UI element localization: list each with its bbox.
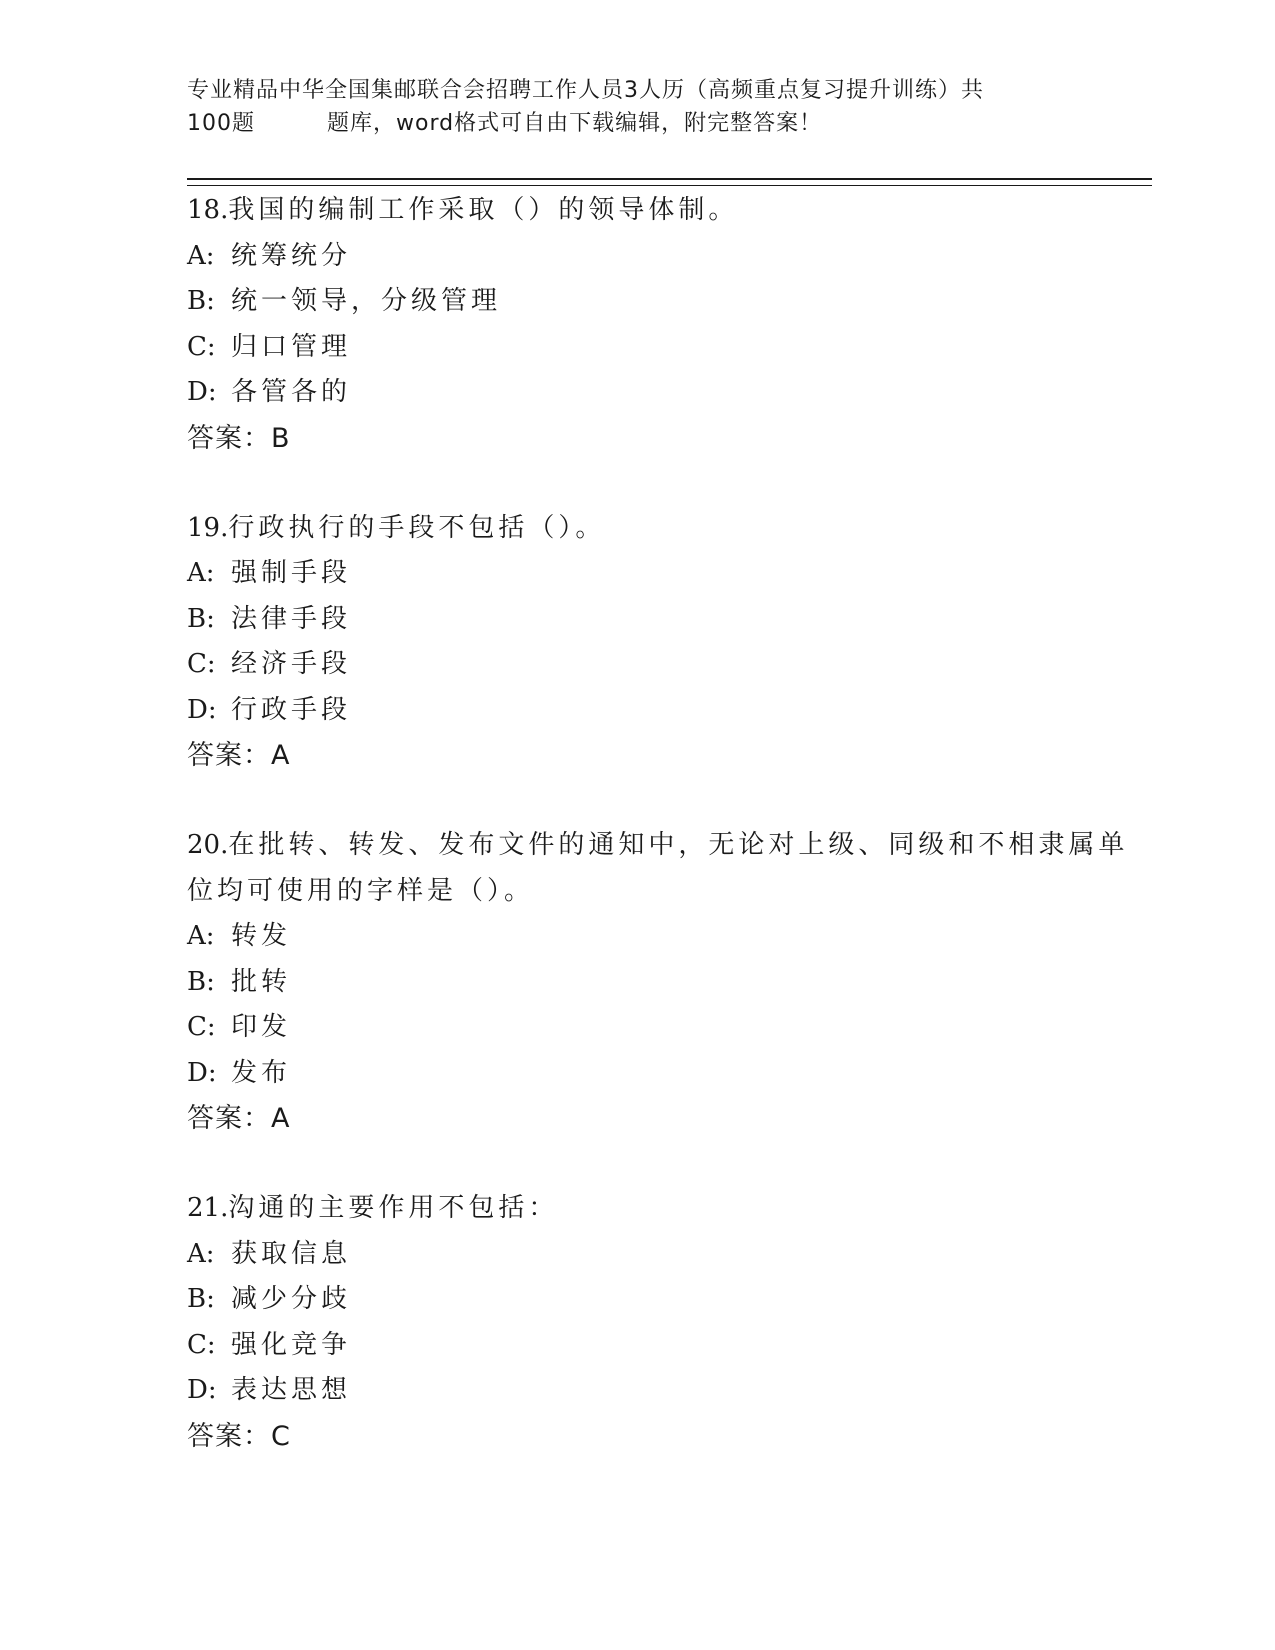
option-d <box>187 370 1147 416</box>
option-d <box>187 1368 1147 1414</box>
question-stem <box>187 823 1147 914</box>
option-letter: C: <box>187 649 216 679</box>
option-a <box>187 551 1147 597</box>
option-text: 批转 <box>231 966 292 997</box>
option-text: 归口管理 <box>231 331 352 362</box>
option-text: 印发 <box>231 1012 292 1042</box>
option-text: 经济手段 <box>231 649 352 679</box>
header-description: 题库，word格式可自由下载编辑，附完整答案！ <box>327 111 823 136</box>
question-20 <box>187 823 1147 1142</box>
option-letter: C: <box>187 1329 216 1360</box>
option-text: 减少分歧 <box>231 1284 352 1314</box>
option-letter: D: <box>187 1057 217 1088</box>
option-a <box>187 1232 1147 1278</box>
answer: 答案：B <box>187 422 291 454</box>
option-text: 强制手段 <box>231 558 352 588</box>
option-letter: A: <box>187 921 215 951</box>
option-c <box>187 1323 1147 1369</box>
option-c <box>187 325 1147 371</box>
question-18 <box>187 188 1147 462</box>
option-b <box>187 960 1147 1006</box>
option-text: 获取信息 <box>231 1238 352 1269</box>
question-number: 20. <box>187 830 229 860</box>
answer: 答案：A <box>187 1103 291 1134</box>
question-stem <box>187 188 1147 234</box>
option-letter: D: <box>187 1375 217 1405</box>
question-number: 19. <box>187 512 229 543</box>
option-a <box>187 234 1147 280</box>
option-letter: D: <box>187 694 217 725</box>
option-text: 各管各的 <box>231 377 352 407</box>
option-text: 统一领导，分级管理 <box>231 286 502 316</box>
option-letter: A: <box>187 1238 215 1269</box>
option-d <box>187 1051 1147 1097</box>
question-19 <box>187 506 1147 780</box>
option-text: 行政手段 <box>231 694 352 725</box>
header-line-1: 专业精品中华全国集邮联合会招聘工作人员3人历（高频重点复习提升训练）共 <box>187 78 984 103</box>
question-21 <box>187 1186 1147 1460</box>
header-line-2 <box>187 107 1087 140</box>
question-list <box>187 188 1147 1504</box>
option-letter: A: <box>187 558 215 588</box>
option-text: 表达思想 <box>231 1375 352 1405</box>
answer: 答案：C <box>187 1420 291 1452</box>
question-number: 21. <box>187 1193 229 1223</box>
option-text: 转发 <box>231 921 292 951</box>
question-text: 行政执行的手段不包括（）。 <box>228 512 606 543</box>
document-header <box>187 74 1087 140</box>
option-b <box>187 597 1147 643</box>
option-b <box>187 279 1147 325</box>
option-text: 统筹统分 <box>231 240 352 271</box>
option-letter: A: <box>187 240 215 271</box>
answer: 答案：A <box>187 740 291 771</box>
option-letter: B: <box>187 966 215 997</box>
question-text: 我国的编制工作采取（）的领导体制。 <box>228 195 739 225</box>
option-letter: C: <box>187 331 216 362</box>
option-d <box>187 688 1147 734</box>
header-count: 100题 <box>187 111 255 136</box>
option-letter: B: <box>187 603 215 634</box>
option-letter: D: <box>187 377 217 407</box>
option-letter: C: <box>187 1012 216 1042</box>
option-c <box>187 1005 1147 1051</box>
question-text: 沟通的主要作用不包括： <box>228 1193 559 1223</box>
question-text: 在批转、转发、发布文件的通知中，无论对上级、同级和不相隶属单位均可使用的字样是（）。 <box>187 830 1129 906</box>
option-letter: B: <box>187 1284 215 1314</box>
option-text: 法律手段 <box>231 603 352 634</box>
header-divider <box>187 178 1152 186</box>
question-stem <box>187 1186 1147 1232</box>
option-letter: B: <box>187 286 215 316</box>
option-b <box>187 1277 1147 1323</box>
option-text: 发布 <box>231 1057 292 1088</box>
option-a <box>187 914 1147 960</box>
option-text: 强化竞争 <box>231 1329 352 1360</box>
option-c <box>187 642 1147 688</box>
question-stem <box>187 506 1147 552</box>
question-number: 18. <box>187 195 229 225</box>
